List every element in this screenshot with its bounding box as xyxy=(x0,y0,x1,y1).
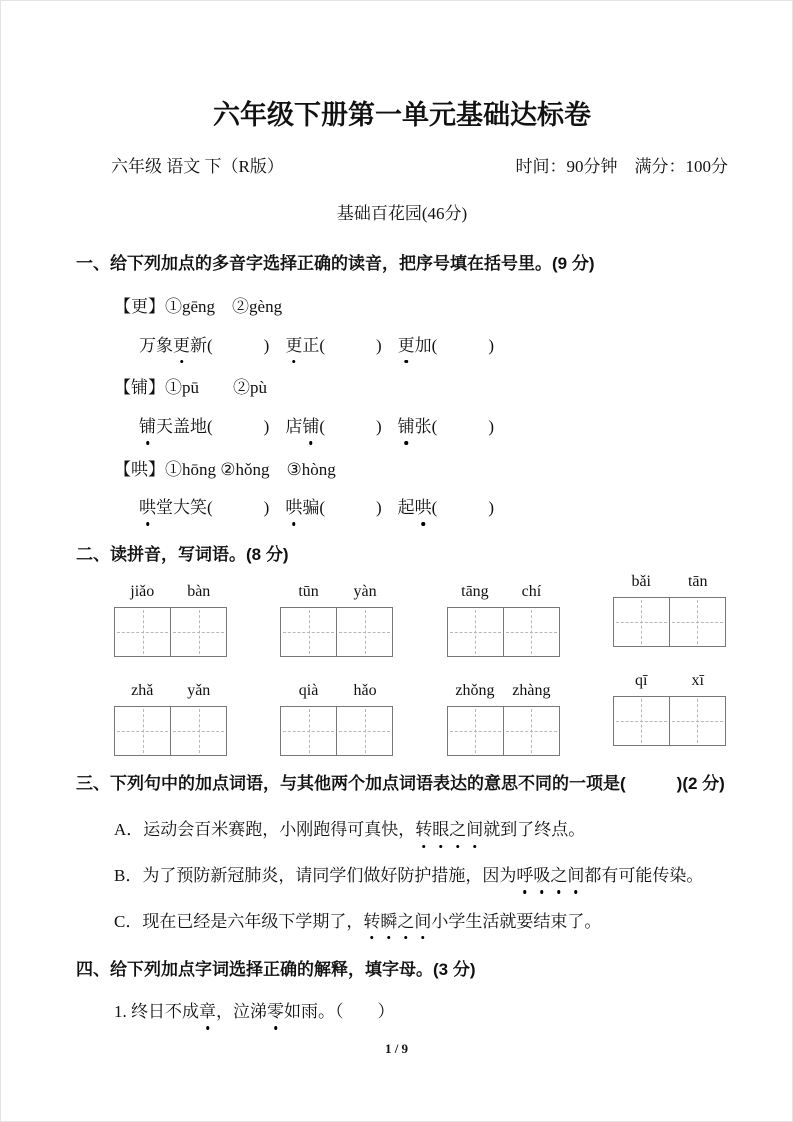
pinyin-label: bǎi tān xyxy=(631,572,708,590)
pinyin-label: tūn yàn xyxy=(298,582,377,600)
q1-group-key: 【更】①gēng ②gèng xyxy=(114,297,283,317)
grid-cell xyxy=(669,598,725,646)
pinyin-word-group xyxy=(114,679,227,756)
writing-grid xyxy=(114,607,227,657)
writing-grid xyxy=(114,706,227,756)
grid-cell xyxy=(503,707,559,755)
writing-grid xyxy=(613,597,726,647)
grid-cell xyxy=(170,608,226,656)
q1-group-key: 【铺】①pū ②pù xyxy=(114,378,267,398)
q1-group-pu xyxy=(76,376,728,439)
pinyin-label: jiǎo bàn xyxy=(130,582,211,600)
grid-cell xyxy=(614,697,669,745)
q1-word-item: 起哄( ) xyxy=(398,496,494,521)
pinyin-word-group xyxy=(280,679,393,756)
edition-info: 六年级 语文 下（R版） xyxy=(111,157,284,177)
grid-cell xyxy=(503,608,559,656)
q1-group-geng xyxy=(76,295,728,358)
writing-grid xyxy=(613,696,726,746)
q1-word-item: 铺天盖地( ) xyxy=(139,415,269,440)
question4-header: 四、给下列加点字词选择正确的解释，填字母。(3 分) xyxy=(76,960,476,980)
grid-cell xyxy=(336,608,392,656)
grid-cell xyxy=(115,707,170,755)
writing-grid xyxy=(447,607,560,657)
grid-cell xyxy=(448,707,503,755)
q3-option-b: B．为了预防新冠肺炎，请同学们做好防护措施，因为呼吸之间都有可能传染。 xyxy=(114,864,728,889)
pinyin-word-group xyxy=(447,679,560,756)
pinyin-label: zhǎ yǎn xyxy=(131,681,211,699)
pinyin-word-group xyxy=(280,580,393,657)
writing-grid xyxy=(447,706,560,756)
pinyin-row xyxy=(114,572,726,657)
grid-cell xyxy=(336,707,392,755)
q1-word-item: 更正( ) xyxy=(285,334,381,359)
q1-word-item: 哄骗( ) xyxy=(285,496,381,521)
grid-cell xyxy=(669,697,725,745)
q1-group-hong xyxy=(76,458,728,521)
q1-word-item: 更加( ) xyxy=(398,334,494,359)
grid-cell xyxy=(448,608,503,656)
grid-cell xyxy=(614,598,669,646)
grid-cell xyxy=(115,608,170,656)
pinyin-word-group xyxy=(114,580,227,657)
question3-header: 三、下列句中的加点词语，与其他两个加点词语表达的意思不同的一项是( )(2 分) xyxy=(76,773,725,793)
pinyin-writing-section xyxy=(114,572,726,756)
q4-item-1: 1. 终日不成章，泣涕零如雨。（ ） xyxy=(114,1000,728,1025)
meta-row xyxy=(76,155,728,180)
pinyin-word-group xyxy=(447,580,560,657)
q3-option-a: A．运动会百米赛跑，小刚跑得可真快，转眼之间就到了终点。 xyxy=(114,818,728,843)
grid-cell xyxy=(281,707,336,755)
writing-grid xyxy=(280,706,393,756)
pinyin-word-group xyxy=(613,570,726,657)
pinyin-word-group xyxy=(613,669,726,756)
pinyin-label: qī xī xyxy=(635,671,704,689)
writing-grid xyxy=(280,607,393,657)
page-number: 1 / 9 xyxy=(384,1041,409,1057)
grid-cell xyxy=(281,608,336,656)
pinyin-label: zhǒng zhàng xyxy=(455,681,551,699)
q3-option-c: C．现在已经是六年级下学期了，转瞬之间小学生活就要结束了。 xyxy=(114,910,728,935)
q1-word-item: 哄堂大笑( ) xyxy=(139,496,269,521)
question1-header: 一、给下列加点的多音字选择正确的读音，把序号填在括号里。(9 分) xyxy=(76,254,595,274)
pinyin-label: tāng chí xyxy=(461,582,542,600)
q1-word-item: 万象更新( ) xyxy=(139,334,269,359)
q1-word-item: 店铺( ) xyxy=(285,415,381,440)
pinyin-label: qià hǎo xyxy=(298,681,377,699)
q1-word-item: 铺张( ) xyxy=(398,415,494,440)
section-title: 基础百花园(46分) xyxy=(336,203,468,223)
page-title: 六年级下册第一单元基础达标卷 xyxy=(213,100,591,130)
pinyin-row xyxy=(114,671,726,756)
question2-header: 二、读拼音，写词语。(8 分) xyxy=(76,544,289,564)
time-score-info: 时间：90分钟 满分：100分 xyxy=(515,157,728,177)
q1-group-key: 【哄】①hōng ②hǒng ③hòng xyxy=(114,459,336,479)
grid-cell xyxy=(170,707,226,755)
